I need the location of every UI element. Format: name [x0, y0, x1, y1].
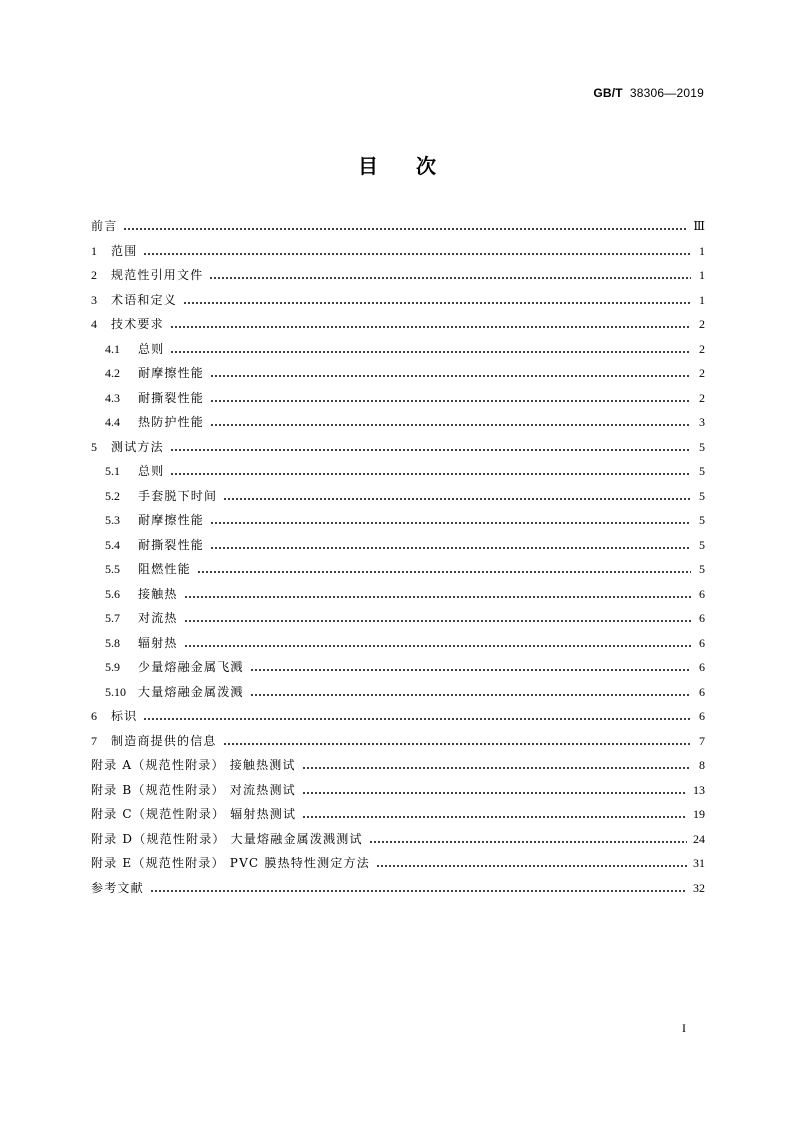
dot-leader	[209, 277, 691, 279]
toc-entry-title: 耐撕裂性能	[138, 390, 205, 405]
toc-entry-title: 附录 C（规范性附录） 辐射热测试	[91, 807, 297, 821]
toc-entry-title: 大量熔融金属泼溅	[138, 684, 244, 699]
toc-entry-page: 6	[699, 709, 705, 723]
toc-entry-number: 2	[91, 268, 97, 282]
dot-leader	[197, 571, 691, 573]
dot-leader	[302, 816, 687, 818]
toc-entry-number: 4.4	[105, 415, 120, 429]
toc-entry-number: 5.6	[105, 586, 120, 601]
toc-entry-page: 7	[699, 733, 705, 748]
toc-entry[interactable]	[91, 386, 705, 411]
toc-entry-page: 5	[699, 537, 705, 552]
toc-entry[interactable]	[91, 753, 705, 778]
toc-entry-number: 4.2	[105, 366, 120, 380]
dot-leader	[170, 351, 691, 353]
toc-entry-number: 5.3	[105, 513, 120, 527]
table-of-contents	[91, 214, 705, 900]
dot-leader	[184, 620, 691, 622]
toc-entry[interactable]	[91, 484, 705, 509]
toc-entry-title: 总则	[138, 464, 165, 478]
toc-entry-title: 对流热	[138, 611, 178, 625]
toc-entry[interactable]	[91, 263, 705, 288]
toc-entry[interactable]	[91, 239, 705, 264]
toc-entry-page: 1	[699, 243, 705, 258]
toc-entry-title: 附录 B（规范性附录） 对流热测试	[91, 782, 296, 797]
dot-leader	[150, 890, 687, 892]
toc-entry[interactable]	[91, 410, 705, 435]
toc-entry[interactable]	[91, 606, 705, 631]
toc-entry-page: Ⅲ	[693, 219, 705, 233]
toc-entry[interactable]	[91, 214, 705, 239]
toc-entry-title: 总则	[138, 341, 165, 356]
toc-entry-title: 辐射热	[138, 635, 178, 650]
toc-entry[interactable]	[91, 582, 705, 607]
toc-entry-page: 24	[693, 831, 705, 846]
toc-entry-number: 5.4	[105, 537, 120, 552]
toc-entry[interactable]	[91, 802, 705, 827]
toc-entry-page: 2	[699, 366, 705, 380]
toc-entry-title: 前言	[91, 219, 118, 233]
toc-entry-title: 标识	[111, 709, 138, 723]
toc-entry-page: 3	[699, 415, 705, 429]
toc-entry-page: 6	[699, 635, 705, 650]
toc-entry-page: 6	[699, 684, 705, 699]
standard-number: 38306—2019	[629, 86, 704, 100]
page-title: 目次	[358, 154, 474, 178]
toc-entry-page: 6	[699, 611, 705, 625]
toc-entry-title: 参考文献	[91, 880, 144, 895]
dot-leader	[302, 792, 687, 794]
toc-entry-page: 5	[699, 439, 705, 454]
dot-leader	[369, 841, 687, 843]
toc-entry-number: 7	[91, 733, 97, 748]
toc-entry-page: 19	[693, 807, 705, 821]
dot-leader	[143, 253, 691, 255]
toc-entry-number: 3	[91, 292, 97, 307]
toc-entry[interactable]	[91, 631, 705, 656]
toc-entry-title: 制造商提供的信息	[111, 733, 217, 748]
toc-entry-number: 5.10	[105, 684, 126, 699]
dot-leader	[184, 596, 691, 598]
dot-leader	[376, 865, 687, 867]
toc-entry[interactable]	[91, 778, 705, 803]
toc-entry-title: 少量熔融金属飞溅	[138, 660, 244, 674]
page-number: I	[682, 1021, 686, 1035]
toc-entry[interactable]	[91, 533, 705, 558]
toc-entry[interactable]	[91, 312, 705, 337]
toc-entry-page: 5	[699, 464, 705, 478]
dot-leader	[250, 669, 691, 671]
toc-entry-page: 2	[699, 390, 705, 405]
toc-entry-number: 1	[91, 243, 97, 258]
toc-entry[interactable]	[91, 288, 705, 313]
toc-entry[interactable]	[91, 361, 705, 386]
toc-entry-title: 附录 D（规范性附录） 大量熔融金属泼溅测试	[91, 831, 363, 846]
toc-entry[interactable]	[91, 851, 705, 876]
toc-entry-title: 附录 A（规范性附录） 接触热测试	[91, 758, 296, 772]
toc-entry-number: 5.9	[105, 660, 120, 674]
toc-entry-page: 2	[699, 317, 705, 331]
toc-entry-title: 手套脱下时间	[138, 488, 218, 503]
dot-leader	[123, 228, 687, 230]
toc-entry-number: 5.5	[105, 562, 120, 576]
dot-leader	[210, 522, 691, 524]
toc-entry-page: 1	[699, 292, 705, 307]
dot-leader	[210, 375, 691, 377]
toc-entry[interactable]	[91, 729, 705, 754]
toc-entry[interactable]	[91, 435, 705, 460]
toc-entry-page: 13	[693, 782, 705, 797]
toc-entry-page: 2	[699, 341, 705, 356]
toc-entry-title: 测试方法	[111, 439, 164, 454]
dot-leader	[223, 743, 691, 745]
toc-entry-title: 技术要求	[111, 317, 164, 331]
toc-entry-number: 5.7	[105, 611, 120, 625]
document-code	[593, 86, 704, 100]
toc-entry-page: 32	[693, 880, 705, 895]
dot-leader	[170, 326, 691, 328]
toc-entry-title: 热防护性能	[138, 415, 205, 429]
toc-entry-title: 附录 E（规范性附录） PVC 膜热特性测定方法	[91, 856, 370, 870]
dot-leader	[170, 473, 691, 475]
toc-entry[interactable]	[91, 459, 705, 484]
toc-entry-page: 5	[699, 562, 705, 576]
toc-entry[interactable]	[91, 704, 705, 729]
toc-entry-page: 6	[699, 660, 705, 674]
toc-entry-title: 耐摩擦性能	[138, 366, 205, 380]
dot-leader	[143, 718, 691, 720]
toc-entry-title: 耐撕裂性能	[138, 537, 205, 552]
toc-entry-number: 4.3	[105, 390, 120, 405]
toc-entry-number: 5	[91, 439, 97, 454]
toc-entry-page: 1	[699, 268, 705, 282]
toc-entry[interactable]	[91, 827, 705, 852]
toc-entry-number: 6	[91, 709, 97, 723]
toc-entry-number: 5.2	[105, 488, 120, 503]
standard-prefix: GB/T	[593, 86, 623, 100]
toc-entry-page: 5	[699, 488, 705, 503]
toc-entry-title: 范围	[111, 243, 138, 258]
toc-entry-number: 4	[91, 317, 97, 331]
dot-leader	[210, 424, 691, 426]
toc-entry-title: 接触热	[138, 586, 178, 601]
toc-entry[interactable]	[91, 876, 705, 901]
dot-leader	[210, 400, 691, 402]
dot-leader	[250, 694, 691, 696]
toc-entry-title: 术语和定义	[111, 292, 178, 307]
toc-entry[interactable]	[91, 655, 705, 680]
toc-entry-title: 耐摩擦性能	[138, 513, 205, 527]
toc-entry-number: 5.8	[105, 635, 120, 650]
toc-entry-title: 规范性引用文件	[111, 268, 204, 282]
dot-leader	[302, 767, 691, 769]
toc-entry-page: 5	[699, 513, 705, 527]
toc-entry-number: 5.1	[105, 464, 120, 478]
toc-entry-page: 6	[699, 586, 705, 601]
toc-entry-page: 8	[699, 758, 705, 772]
dot-leader	[210, 547, 691, 549]
dot-leader	[184, 645, 691, 647]
toc-entry[interactable]	[91, 508, 705, 533]
toc-entry[interactable]	[91, 680, 705, 705]
dot-leader	[183, 302, 691, 304]
toc-entry-number: 4.1	[105, 341, 120, 356]
dot-leader	[170, 449, 691, 451]
toc-entry[interactable]	[91, 557, 705, 582]
toc-entry[interactable]	[91, 337, 705, 362]
dot-leader	[223, 498, 691, 500]
toc-entry-title: 阻燃性能	[138, 562, 191, 576]
toc-entry-page: 31	[693, 856, 705, 870]
